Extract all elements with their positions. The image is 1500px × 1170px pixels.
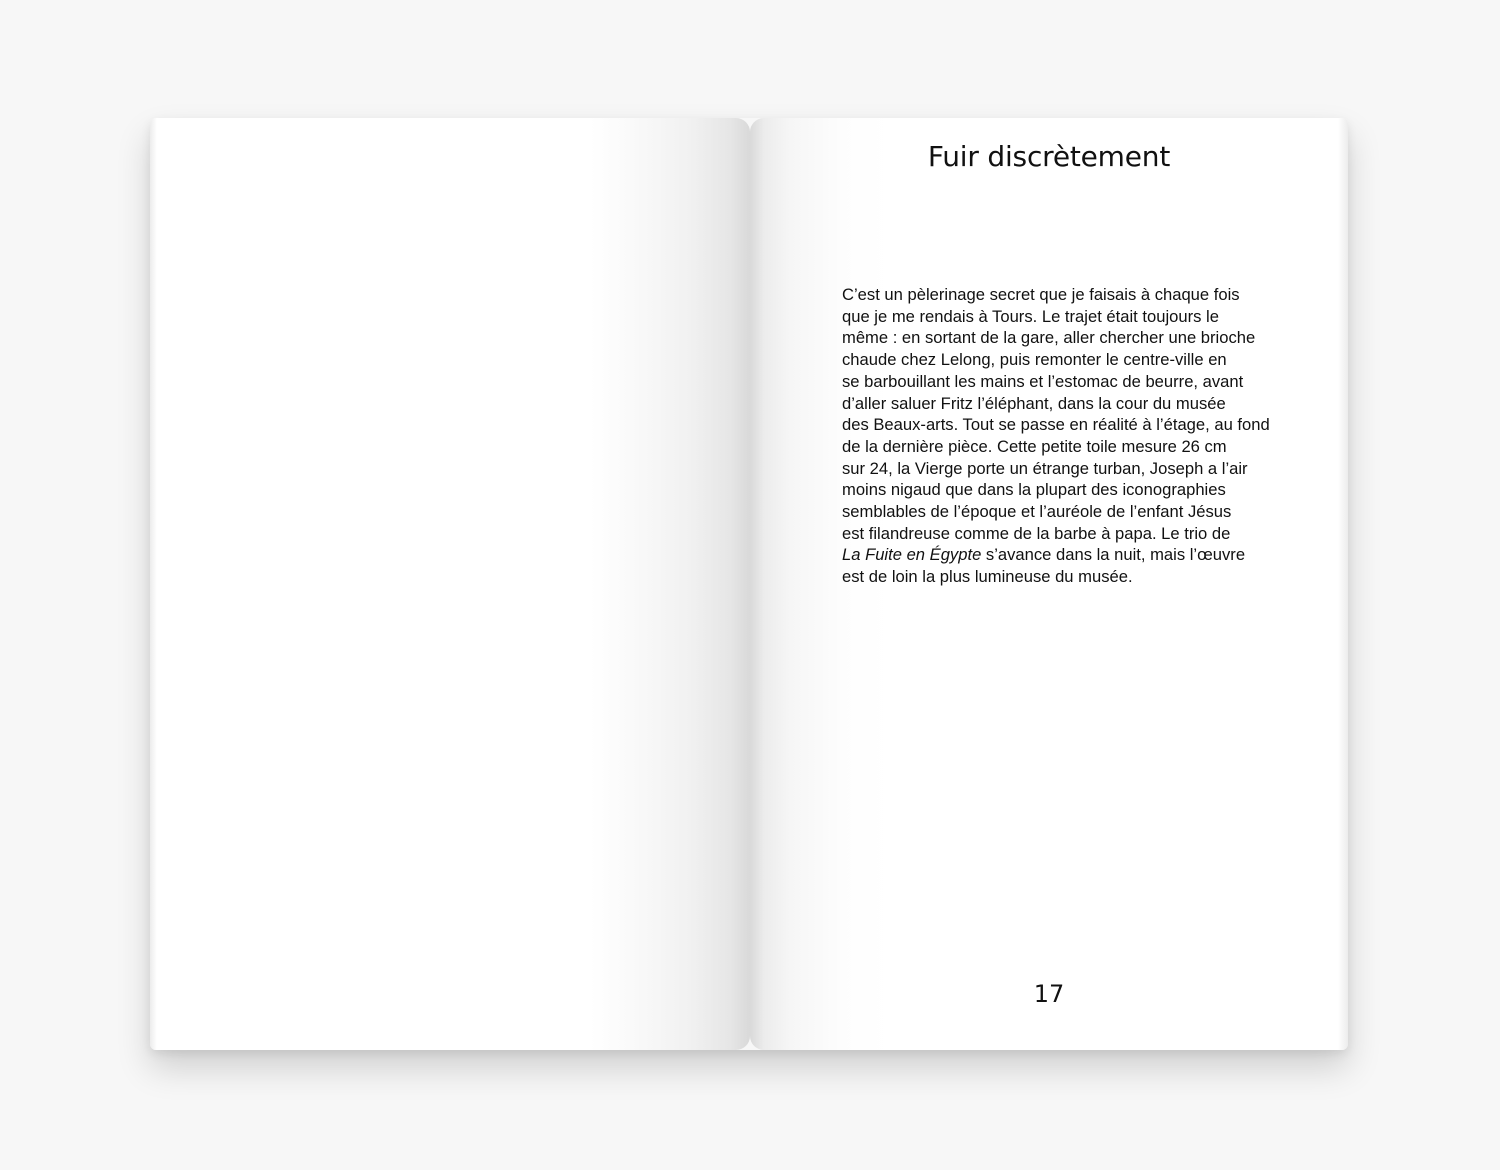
paragraph-line: semblables de l’époque et l’auréole de l’enfant Jésus	[842, 502, 1232, 522]
page-number: 17	[1033, 980, 1065, 1008]
right-page	[750, 118, 1348, 1050]
artwork-title: La Fuite en Égypte	[842, 545, 982, 565]
paragraph-line: se barbouillant les mains et l’estomac de beurre, avant	[842, 371, 1244, 391]
paragraph-line: est filandreuse comme de la barbe à papa. Le trio de	[842, 523, 1231, 543]
left-page	[150, 118, 750, 1050]
paragraph-line-rest: s’avance dans la nuit, mais l’œuvre	[981, 545, 1246, 565]
paragraph-line: C’est un pèlerinage secret que je faisais à chaque fois	[842, 285, 1240, 304]
body-paragraph	[842, 284, 1304, 588]
paragraph-line-with-title	[842, 544, 1304, 566]
paragraph-line: sur 24, la Vierge porte un étrange turban, Joseph a l’air	[842, 458, 1248, 478]
paragraph-line: que je me rendais à Tours. Le trajet était toujours le	[842, 306, 1219, 326]
page-title: Fuir discrètement	[927, 140, 1171, 173]
paragraph-line: est de loin la plus lumineuse du musée.	[842, 567, 1133, 587]
paragraph-line: moins nigaud que dans la plupart des iconographies	[842, 480, 1226, 500]
book-spread	[150, 118, 1348, 1050]
paragraph-line: de la dernière pièce. Cette petite toile mesure 26 cm	[842, 436, 1227, 456]
paragraph-line: chaude chez Lelong, puis remonter le centre-ville en	[842, 350, 1227, 370]
paragraph-line: d’aller saluer Fritz l’éléphant, dans la cour du musée	[842, 393, 1226, 413]
paragraph-line: même : en sortant de la gare, aller chercher une brioche	[842, 328, 1256, 348]
paragraph-line: des Beaux-arts. Tout se passe en réalité à l’étage, au fond	[842, 415, 1270, 435]
